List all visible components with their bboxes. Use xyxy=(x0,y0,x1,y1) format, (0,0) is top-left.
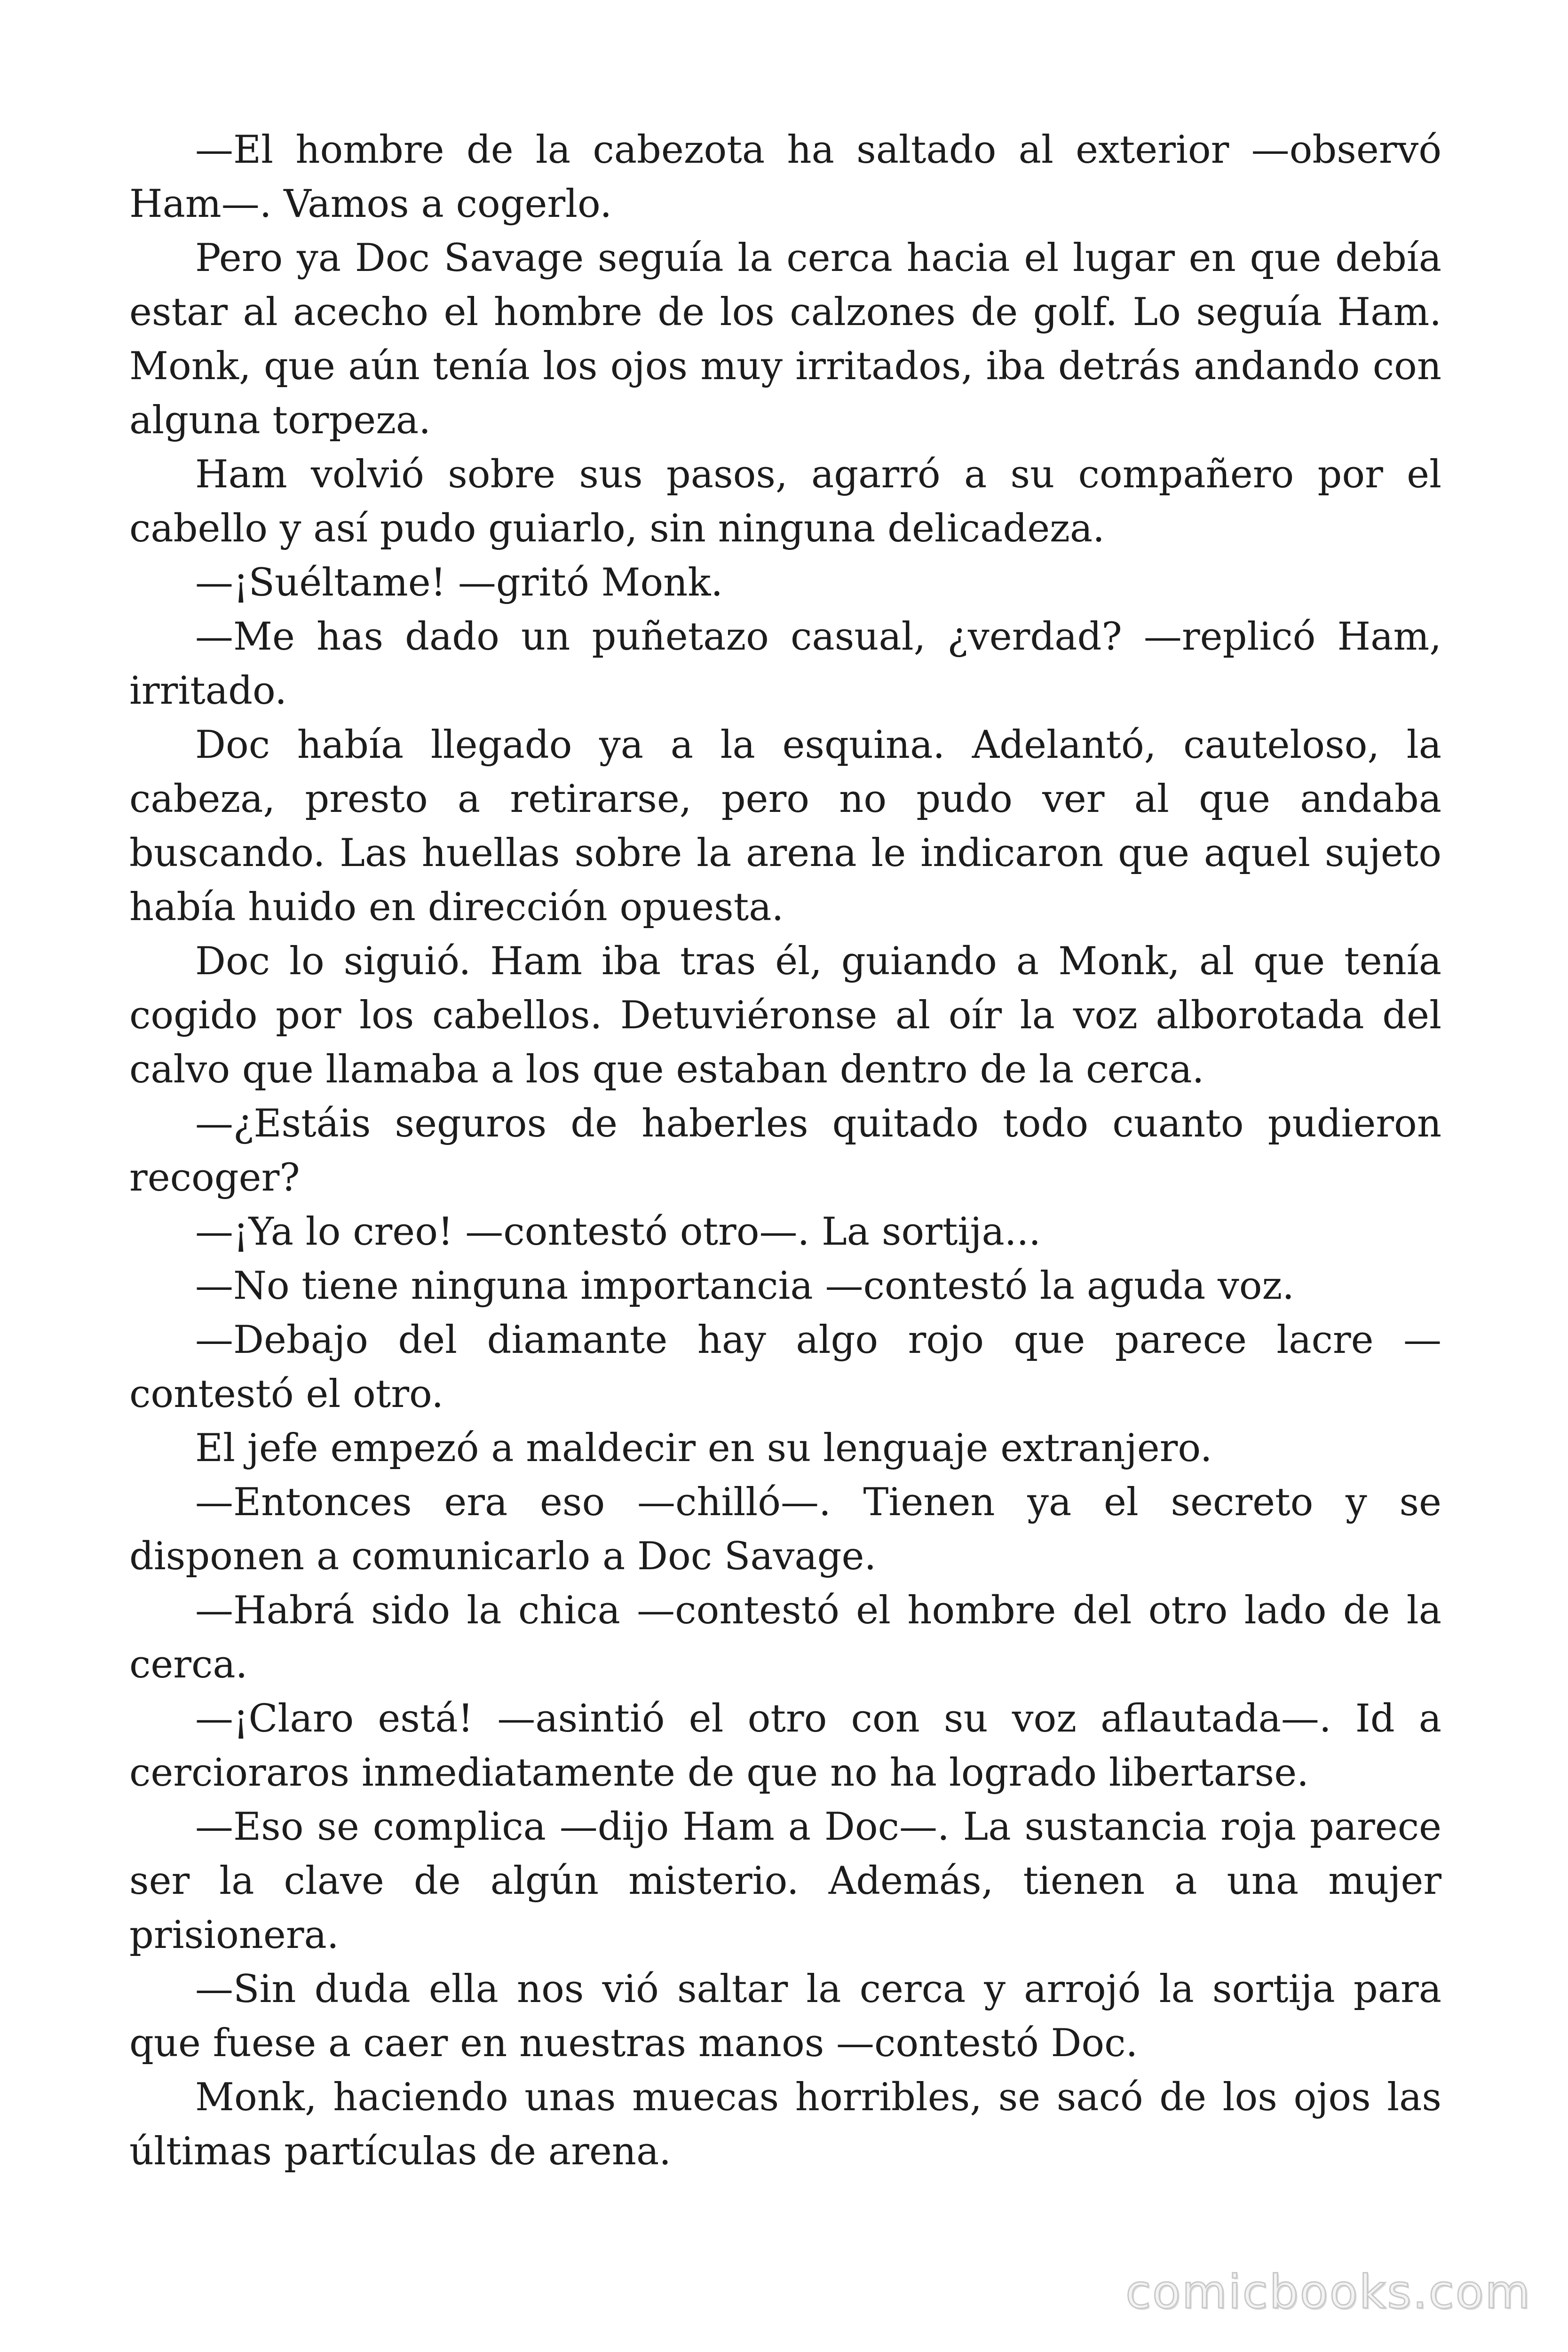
paragraph: —Habrá sido la chica —contestó el hombre del otro lado de la cerca. xyxy=(129,1589,1441,1687)
paragraph: Doc había llegado ya a la esquina. Adelantó, cauteloso, la cabeza, presto a retirarse, pero no pudo ver al que andaba buscando. Las huellas sobre la arena le indicaron que aquel sujeto había huido en dirección opuesta. xyxy=(129,723,1441,930)
paragraph: Monk, haciendo unas muecas horribles, se sacó de los ojos las últimas partículas de arena. xyxy=(129,2075,1441,2174)
paragraph: —Me has dado un puñetazo casual, ¿verdad? —replicó Ham, irritado. xyxy=(129,615,1441,713)
paragraph: —¿Estáis seguros de haberles quitado todo cuanto pudieron recoger? xyxy=(129,1102,1441,1200)
paragraph: —Eso se complica —dijo Ham a Doc—. La sustancia roja parece ser la clave de algún misterio. Además, tienen a una mujer prisionera. xyxy=(129,1805,1441,1957)
paragraph: El jefe empezó a maldecir en su lenguaje extranjero. xyxy=(195,1426,1212,1470)
paragraph: Doc lo siguió. Ham iba tras él, guiando a Monk, al que tenía cogido por los cabellos. Detuviéronse al oír la voz alborotada del calvo que llamaba a los que estaban dentro de la cerca. xyxy=(129,939,1441,1092)
paragraph: —No tiene ninguna importancia —contestó la aguda voz. xyxy=(195,1264,1294,1308)
paragraph: —¡Claro está! —asintió el otro con su voz aflautada—. Id a cercioraros inmediatamente de que no ha logrado libertarse. xyxy=(129,1697,1441,1795)
paragraph: —El hombre de la cabezota ha saltado al exterior —observó Ham—. Vamos a cogerlo. xyxy=(129,128,1441,226)
paragraph: Ham volvió sobre sus pasos, agarró a su compañero por el cabello y así pudo guiarlo, sin ninguna delicadeza. xyxy=(129,453,1441,551)
paragraph: —Debajo del diamante hay algo rojo que parece lacre —contestó el otro. xyxy=(129,1318,1441,1416)
paragraph: —¡Suéltame! —gritó Monk. xyxy=(195,561,723,605)
paragraph: —Sin duda ella nos vió saltar la cerca y arrojó la sortija para que fuese a caer en nuestras manos —contestó Doc. xyxy=(129,1967,1441,2066)
body-text xyxy=(129,123,1441,2179)
paragraph: Pero ya Doc Savage seguía la cerca hacia el lugar en que debía estar al acecho el hombre de los calzones de golf. Lo seguía Ham. Monk, que aún tenía los ojos muy irritados, iba detrás andando con alguna torpeza. xyxy=(129,236,1441,443)
paragraph: —Entonces era eso —chilló—. Tienen ya el secreto y se disponen a comunicarlo a Doc Savage. xyxy=(129,1480,1441,1579)
paragraph: —¡Ya lo creo! —contestó otro—. La sortija... xyxy=(195,1210,1041,1254)
watermark: comicbooks.com xyxy=(1125,2265,1531,2319)
